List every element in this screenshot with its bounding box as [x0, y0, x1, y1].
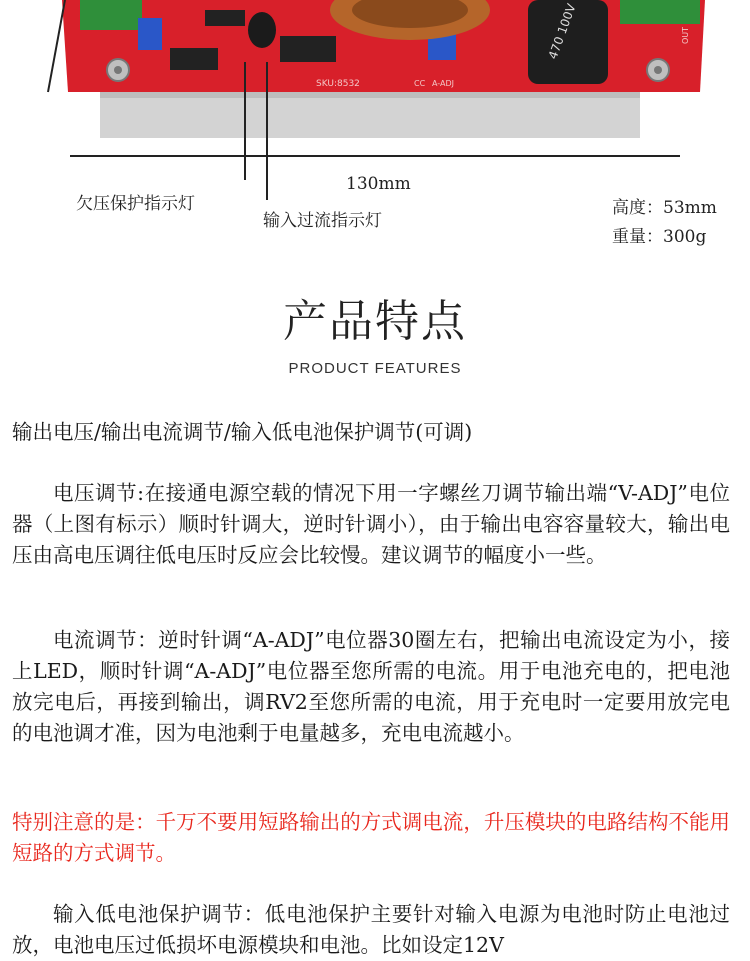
overcurrent-indicator-label: 输入过流指示灯	[263, 211, 382, 231]
aadj-silkscreen: A-ADJ	[432, 79, 454, 88]
voltage-adjust-paragraph: 电压调节:在接通电源空载的情况下用一字螺丝刀调节输出端“V-ADJ”电位器（上图有标示）顺时针调大，逆时针调小），由于输出电容容量较大，输出电压由高电压调往低电压时反应会比较慢。建议调节的幅度小一些。	[12, 481, 730, 567]
out-silkscreen: OUT	[681, 26, 690, 44]
dimension-line	[70, 155, 680, 157]
sku-silkscreen: SKU:8532	[316, 79, 360, 89]
cc-silkscreen: CC	[414, 79, 426, 88]
product-photo	[0, 0, 750, 140]
current-adjust-paragraph: 电流调节：逆时针调“A-ADJ”电位器30圈左右，把输出电流设定为小，接上LED，顺时针调“A-ADJ”电位器至您所需的电流。用于电池充电的，把电池放完电后，再接到输出，调RV2至您所需的电流，用于充电时一定要用放完电的电池调才准，因为电池剩于电量越多，充电电流越小。	[12, 628, 730, 745]
battery-protect-paragraph: 输入低电池保护调节：低电池保护主要针对输入电源为电池时防止电池过放，电池电压过低损坏电源模块和电池。比如设定12V	[12, 902, 730, 957]
width-label: 130mm	[346, 174, 411, 194]
warning-paragraph: 特别注意的是：千万不要用短路输出的方式调电流，升压模块的电路结构不能用短路的方式调节。	[12, 810, 730, 865]
capacitor-label: 470 100V	[545, 1, 579, 62]
height-spec: 高度：53mm	[612, 198, 717, 218]
undervoltage-pointer	[244, 62, 246, 180]
section-title: 产品特点	[283, 296, 467, 347]
overcurrent-pointer	[266, 62, 268, 200]
undervoltage-indicator-label: 欠压保护指示灯	[76, 194, 195, 214]
section-subtitle: PRODUCT FEATURES	[288, 360, 462, 377]
pcb-board-image	[0, 0, 750, 140]
weight-spec: 重量：300g	[612, 227, 707, 247]
adjustment-heading: 输出电压/输出电流调节/输入低电池保护调节(可调)	[12, 420, 473, 444]
